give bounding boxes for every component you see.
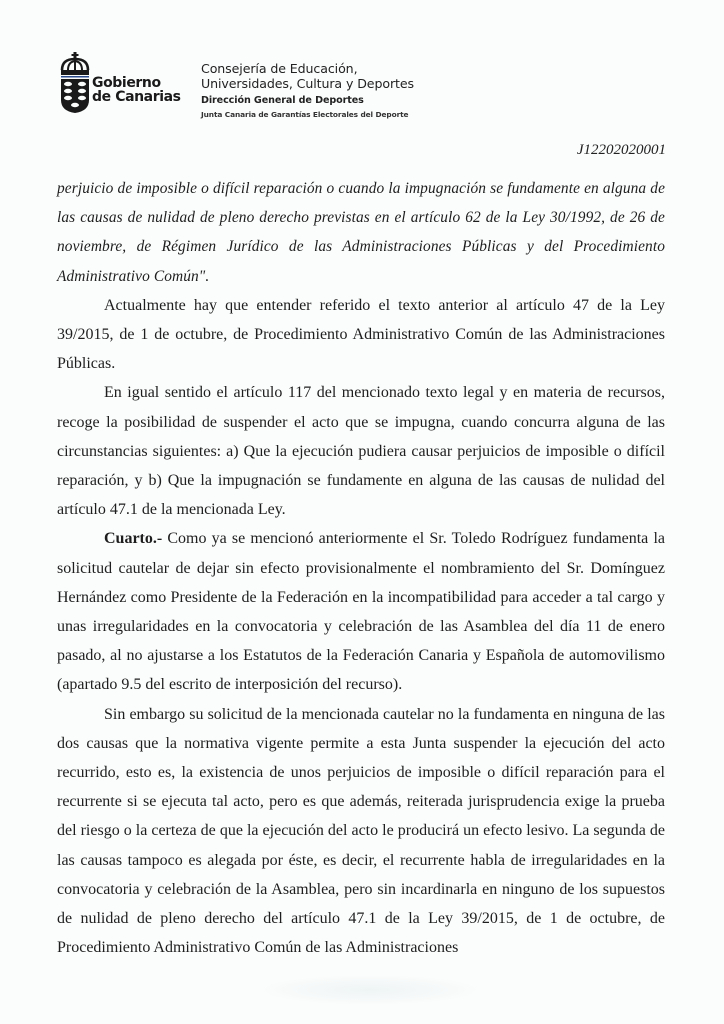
canarias-crest-icon — [58, 52, 92, 114]
document-header — [56, 50, 676, 130]
paragraph-cuarto-text: Como ya se mencionó anteriormente el Sr. Toledo Rodríguez fundamenta la solicitud cautelar de dejar sin efecto provisionalmente el nombramiento del Sr. Domínguez Hernández como Presidente de la Federación en la incompatibilidad para acceder a tal cargo y unas irregularidades en la convocatoria y celebración de las Asamblea del día 11 de enero pasado, al no ajustarse a los Estatutos de la Federación Canaria y Española de automovilismo (apartado 9.5 del escrito de interposición del recurso). — [57, 530, 665, 694]
logo-line-2: de Canarias — [92, 89, 181, 105]
logo-line-1: Gobierno — [92, 75, 161, 91]
department-block — [201, 61, 414, 120]
directorate-name: Dirección General de Deportes — [201, 95, 364, 106]
paragraph-cuarto — [57, 524, 665, 699]
paragraph-en-igual-sentido: En igual sentido el artículo 117 del mencionado texto legal y en materia de recursos, recoge la posibilidad de suspender el acto que se impugna, cuando concurra alguna de las circunstancias siguientes: a) Que la ejecución pudiera causar perjuicios de imposible o difícil reparación, y b) Que la impugnación se fundamente en alguna de las causas de nulidad del artículo 47.1 de la mencionada Ley. — [57, 384, 665, 519]
board-name: Junta Canaria de Garantías Electorales del Deporte — [201, 110, 409, 119]
paragraph-actualmente: Actualmente hay que entender referido el texto anterior al artículo 47 de la Ley 39/2015, de 1 de octubre, de Procedimiento Administrativo Común de las Administraciones Públicas. — [57, 296, 665, 373]
department-line-2: Universidades, Cultura y Deportes — [201, 76, 414, 91]
section-heading-cuarto: Cuarto.- — [104, 530, 163, 548]
document-reference: J12202020001 — [576, 142, 666, 158]
logo-wordmark — [92, 76, 181, 104]
document-body — [57, 174, 665, 962]
paragraph-sin-embargo: Sin embargo su solicitud de la mencionada cautelar no la fundamenta en ninguna de las dos causas que la normativa vigente permite a esta Junta suspender la ejecución del acto recurrido, esto es, la existencia de unos perjuicios de imposible o difícil reparación para el recurrente si se ejecuta tal acto, pero es que además, reiterada jurisprudencia exige la prueba del riesgo o la certeza de que la ejecución del acto le producirá un efecto lesivo. La segunda de las causas tampoco es alegada por éste, es decir, el recurrente habla de irregularidades en la convocatoria y celebración de la Asamblea, pero sin incardinarla en ninguno de los supuestos de nulidad de pleno derecho del artículo 47.1 de la Ley 39/2015, de 1 de octubre, de Procedimiento Administrativo Común de las Administraciones — [57, 705, 665, 957]
department-line-1: Consejería de Educación, — [201, 61, 358, 76]
gobierno-de-canarias-logo — [56, 50, 181, 114]
paragraph-quote-continuation: perjuicio de imposible o difícil reparación o cuando la impugnación se fundamente en alguna de las causas de nulidad de pleno derecho previstas en el artículo 62 de la Ley 30/1992, de 26 de noviembre, de Régimen Jurídico de las Administraciones Públicas y del Procedimiento Administrativo Común". — [57, 180, 665, 285]
scan-artifact — [260, 975, 480, 1005]
